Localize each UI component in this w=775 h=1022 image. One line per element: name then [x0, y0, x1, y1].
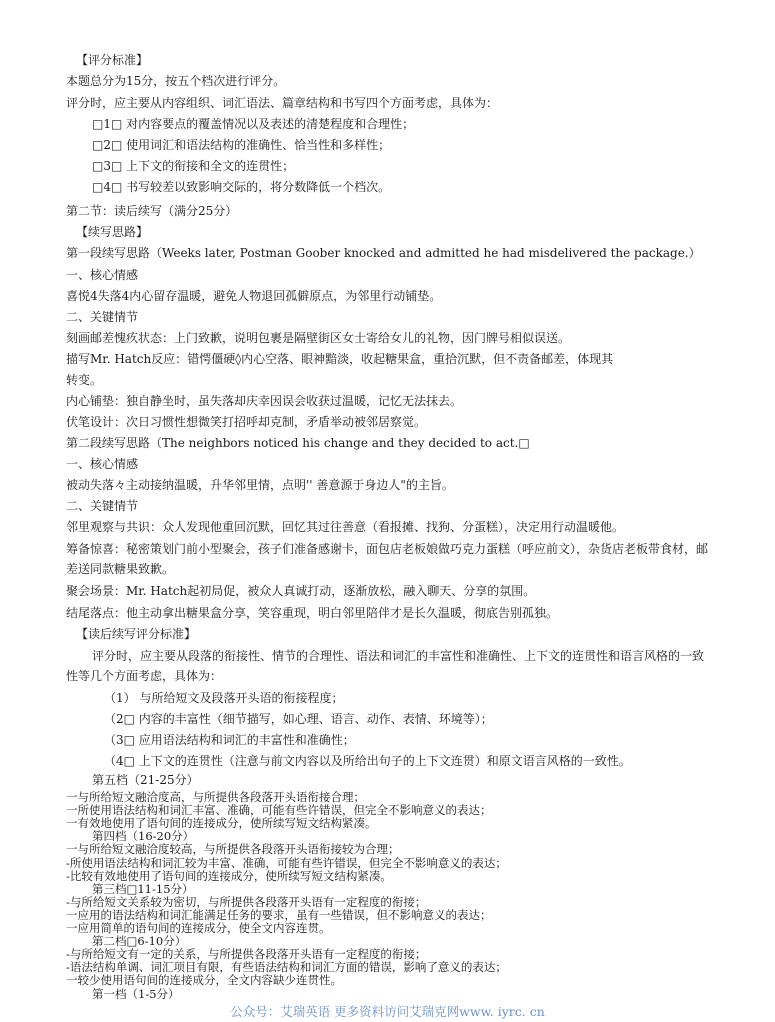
doc-line-30: （2□ 内容的丰富性（细节描写，如心理、语言、动作、表情、环境等）；: [104, 712, 493, 726]
doc-line-40: -比较有效地使用了语句间的连接成分，使所续写短文结构紧凑。: [66, 868, 392, 883]
doc-line-7: □4□ 书写较差以致影响交际的，将分数降低一个档次。: [92, 180, 391, 194]
doc-line-17: 内心铺垫：独自静坐时，虽失落却庆幸因误会收获过温暖，记忆无法抹去。: [66, 394, 463, 408]
doc-line-29: （1） 与所给短文及段落开头语的衔接程度；: [104, 691, 344, 705]
doc-line-5: □2□ 使用词汇和语法结构的准确性、恰当性和多样性；: [92, 138, 391, 152]
doc-line-18: 伏笔设计：次日习惯性想微笑打招呼却克制，矛盾举动被邻居察觉。: [66, 415, 427, 429]
doc-line-39: -所使用语法结构和词汇较为丰富、准确，可能有些许错误，但完全不影响意义的表达；: [66, 855, 507, 870]
doc-line-42: -与所给短文关系较为密切，与所提供各段落开头语有一定程度的衔接；: [66, 894, 427, 909]
doc-line-26: 结尾落点：他主动拿出糖果盒分享，笑容重现，明白邻里陪伴才是长久温暖，彻底告别孤独。: [66, 606, 559, 620]
doc-line-12: 喜悦4失落4内心留存温暖，避免人物退回孤僻原点，为邻里行动铺垫。: [66, 289, 442, 303]
doc-line-14: 刻画邮差愧疚状态：上门致歉，说明包裹是隔壁街区女士寄给女儿的礼物，因门牌号相似误送。: [66, 331, 571, 345]
footer-watermark: 公众号：艾瑞英语 更多资料访问艾瑞克网www. iyrc. cn: [230, 1004, 545, 1019]
doc-line-44: 一应用简单的语句间的连接成分，使全文内容连贯。: [66, 921, 331, 935]
doc-line-22: 二、关键情节: [66, 499, 139, 513]
doc-line-1: 【评分标准】: [76, 53, 149, 67]
doc-line-20: 一、核心情感: [66, 457, 139, 471]
doc-line-10: 第一段续写思路（Weeks later, Postman Goober knocked and admitted he had misdelivered the package.）: [66, 246, 701, 260]
doc-line-37: 第四档（16-20分）: [92, 829, 195, 844]
doc-line-48: 一较少使用语句间的连接成分，全文内容缺少连贯性。: [66, 973, 342, 988]
doc-line-13: 二、关键情节: [66, 310, 139, 324]
doc-line-41: 第三档□11-15分）: [92, 881, 194, 896]
doc-line-19: 第二段续写思路（The neighbors noticed his change and they decided to act.□: [66, 436, 530, 450]
doc-line-36: 一有效地使用了语句间的连接成分，使所续写短文结构紧凑。: [66, 816, 377, 831]
doc-line-47: -语法结构单调、词汇项目有限，有些语法结构和词汇方面的错误，影响了意义的表达；: [66, 960, 507, 975]
doc-line-43: 一应用的语法结构和词汇能满足任务的要求，虽有一些错误，但不影响意义的表达；: [66, 907, 492, 922]
doc-line-46: -与所给短文有一定的关系，与所提供各段落开头语有一定程度的衔接；: [66, 947, 427, 962]
doc-line-15: 描写Mr. Hatch反应：错愕僵硬◊内心空落、眼神黯淡，收起糖果盒，重拾沉默，但不责备邮差，体现其: [66, 352, 614, 366]
doc-line-23: 邻里观察与共识：众人发现他重回沉默，回忆其过往善意（看报摊、找狗、分蛋糕），决定用行动温暖他。: [66, 520, 625, 534]
doc-line-11: 一、核心情感: [66, 268, 139, 282]
doc-line-2: 本题总分为15分，按五个档次进行评分。: [66, 74, 286, 88]
doc-line-45: 第二档□6-10分）: [92, 934, 187, 949]
doc-line-28: 评分时，应主要从段落的衔接性、情节的合理性、语法和词汇的丰富性和准确性、上下文的连贯性和语言风格的一致性等几个方面考虑，具体为：: [66, 649, 705, 683]
doc-line-6: □3□ 上下文的衔接和全文的连贯性；: [92, 159, 295, 173]
doc-line-9: 【续写思路】: [76, 225, 149, 239]
doc-line-32: （4□ 上下文的连贯性（注意与前文内容以及所给出句子的上下文连贯）和原文语言风格的一致性。: [104, 754, 631, 768]
doc-line-38: 一与所给短文融洽度较高，与所提供各段落开头语衔接较为合理；: [66, 842, 400, 857]
doc-line-25: 聚会场景：Mr. Hatch起初局促，被众人真诚打动，逐渐放松，融入聊天、分享的氛围。: [66, 584, 536, 598]
doc-line-3: 评分时，应主要从内容组织、词汇语法、篇章结构和书写四个方面考虑，具体为：: [66, 96, 499, 110]
doc-line-16: 转变。: [66, 373, 103, 387]
doc-line-8: 第二节：读后续写（满分25分）: [66, 204, 238, 218]
doc-line-33: 第五档（21-25分）: [92, 773, 199, 787]
doc-line-34: 一与所给短文融洽度高，与所提供各段落开头语衔接合理；: [66, 790, 365, 804]
doc-line-49: 第一档（1-5分）: [92, 986, 180, 1001]
doc-line-4: □1□ 对内容要点的覆盖情况以及表述的清楚程度和合理性；: [92, 117, 415, 131]
doc-line-21: 被动失落々主动接纳温暖，升华邻里情，点明'' 善意源于身边人"的主旨。: [66, 478, 454, 492]
doc-line-27: 【读后续写评分标准】: [76, 627, 197, 641]
doc-line-35: 一所使用语法结构和词汇丰富、准确，可能有些许错误，但完全不影响意义的表达；: [66, 803, 492, 818]
doc-line-24: 筹备惊喜：秘密策划门前小型聚会，孩子们准备感谢卡，面包店老板娘做巧克力蛋糕（呼应前文），杂货店老板带食材，邮差送同款糖果致歉。: [66, 542, 709, 576]
doc-line-31: （3□ 应用语法结构和词汇的丰富性和准确性；: [104, 733, 355, 747]
